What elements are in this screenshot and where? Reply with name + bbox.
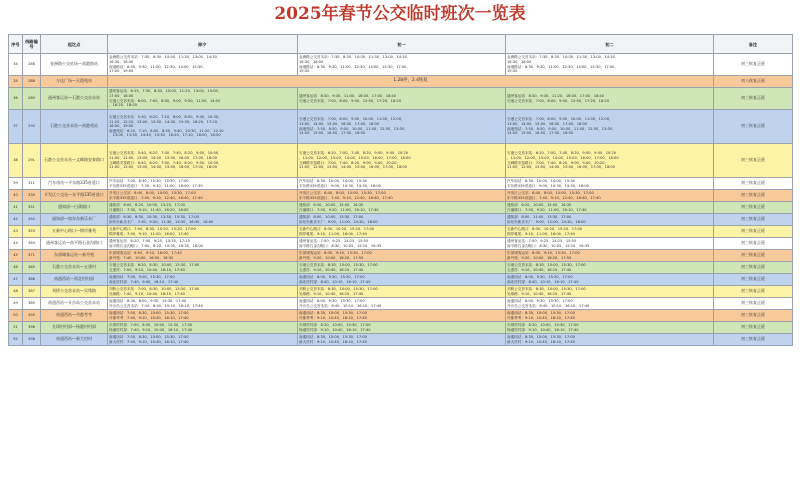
time-line: 平东路335省道口：9:00、10:30、14:30、16:00 xyxy=(299,183,381,188)
time-line: 白蒲镇口：7:30、9:10、11:40、16:20、18:00 xyxy=(109,207,189,212)
schedule-body xyxy=(9,54,793,346)
time-line: 五建村：9:10、10:40、16:10、17:40 xyxy=(299,267,364,272)
time-line: 14:50、15:50、16:50、17:50、18:50 xyxy=(299,131,366,136)
time-line: 通州客运站：8:30、9:30、11:00、16:00、17:00、18:40 xyxy=(299,93,397,98)
time-line: 11:00、12:00、13:00、14:00、15:00、16:00、17:00、18:00 xyxy=(507,165,616,170)
time-line: 新丹苑：7:40、10:00、16:50、18:30 xyxy=(109,255,174,260)
table-row xyxy=(9,250,793,262)
cell-new-years-eve xyxy=(108,262,298,274)
table-row xyxy=(9,226,793,238)
cell-route: 288 xyxy=(23,76,41,88)
time-line: 南港路站：8:30、9:30、11:00、12:30、14:00、15:30、17:00、 xyxy=(507,64,619,69)
cell-endpoints: 通州客运站—南平路石金沟路口 xyxy=(41,238,108,250)
time-line: 南通西站：8:30、10:00、15:30、17:00 xyxy=(507,310,575,315)
cell-endpoints: 石港公交首末站—南港苑站 xyxy=(41,110,108,144)
time-line: 16:30、18:00 xyxy=(507,59,532,64)
cell-endpoints: 南通西站—开沙岛公交首末站 xyxy=(41,298,108,310)
cell-new-years-eve xyxy=(108,274,298,286)
header-new-years-eve: 除夕 xyxy=(108,35,298,54)
time-line: 南北村村部：8:40、10:10、16:10、17:40 xyxy=(507,279,579,284)
time-line: 通州客运站：6:15、7:30、8:30、10:00、11:20、13:00、15:00、 xyxy=(109,89,222,94)
time-line: 五新中心路口：8:30、10:20、15:20、17:00 xyxy=(507,226,583,231)
time-line: 东部城客运站：8:30、9:10、15:30、17:00 xyxy=(299,250,372,255)
time-line: 南港苑站：7:50、8:50、9:50、10:50、11:50、12:50、13:50、 xyxy=(507,126,616,131)
time-line: 通知部：6:00、8:20、10:00、15:20、17:00 xyxy=(109,202,185,207)
time-line: 如东东新乐木厂：9:00、11:00、14:30、18:00 xyxy=(299,219,378,224)
cell-seq: 42 xyxy=(9,214,23,226)
time-line: 南港苑站：6:20、7:10、8:00、8:50、9:40、10:30、11:20、12:10 xyxy=(109,128,224,133)
cell-note: 初三恢复正班 xyxy=(714,298,793,310)
time-line: 吴缘路：9:10、10:40、16:10、17:40 xyxy=(299,291,364,296)
cell-seq: 34 xyxy=(9,54,23,76)
cell-note: 初三恢复正班 xyxy=(714,54,793,76)
cell-day-one xyxy=(298,322,506,334)
cell-route: 353 xyxy=(23,226,41,238)
time-line: 东平路335省道口：7:40、9:10、12:40、16:40、17:40 xyxy=(299,195,393,200)
cell-day-two xyxy=(506,190,714,202)
cell-new-years-eve xyxy=(108,144,298,178)
time-line: 文峰路安泰路口：7:00、7:40、8:20、9:00、9:40、10:20、 xyxy=(299,160,401,165)
header-route: 线路编号 xyxy=(23,35,41,54)
time-line: 南平路石金沟路口：7:00、8:20、10:05、16:35、18:00 xyxy=(109,243,203,248)
cell-new-years-eve xyxy=(108,238,298,250)
schedule-table xyxy=(8,34,793,346)
cell-endpoints: 通知部—白蒲镇口 xyxy=(41,202,108,214)
time-line: 锦岸雅苑：7:40、9:10、11:00、16:00、17:40 xyxy=(109,231,189,236)
time-line: 石港公交首末站：8:30、10:00、15:30、17:00 xyxy=(507,262,586,267)
time-line: 丹都考考：9:10、10:40、16:10、17:40 xyxy=(507,315,575,320)
time-line: 开发区公交站：6:40、8:00、10:00、15:30、17:00 xyxy=(109,190,196,195)
cell-day-two xyxy=(506,286,714,298)
cell-route: 363 xyxy=(23,238,41,250)
cell-route: 371 xyxy=(23,250,41,262)
time-line: 19:30 xyxy=(507,69,518,74)
cell-new-years-eve xyxy=(108,298,298,310)
time-line: 11:20、12:10、13:00、13:50、14:40、15:30、16:20、17:10、 xyxy=(109,119,221,124)
time-line: 南通西站：8:30、10:00、15:30、17:00 xyxy=(507,334,575,339)
table-row xyxy=(9,88,793,110)
cell-route: 396 xyxy=(23,322,41,334)
time-line: 南北村村部：8:40、10:10、16:10、17:40 xyxy=(299,279,371,284)
cell-endpoints: 刘桥公交首末站—吴缘路 xyxy=(41,286,108,298)
table-row xyxy=(9,76,793,88)
table-row xyxy=(9,190,793,202)
cell-route: 387 xyxy=(23,286,41,298)
cell-seq: 41 xyxy=(9,202,23,214)
table-row xyxy=(9,286,793,298)
time-line: 五新中心路口：7:00、8:30、10:20、15:20、17:00 xyxy=(109,226,196,231)
table-row xyxy=(9,238,793,250)
time-line: 通州客运站：7:50、9:25、14:25、15:55 xyxy=(299,238,369,243)
time-line: 南通西站：7:00、9:00、15:30、17:00 xyxy=(109,274,175,279)
table-row xyxy=(9,262,793,274)
cell-new-years-eve xyxy=(108,202,298,214)
table-row xyxy=(9,202,793,214)
time-line: 东平路335省道口：7:40、9:10、12:40、16:40、17:40 xyxy=(109,195,203,200)
cell-endpoints: 万达广场—天璟苑站 xyxy=(41,76,108,88)
header-seq: 序号 xyxy=(9,35,23,54)
cell-route: 291 xyxy=(23,144,41,178)
time-line: 南通西站：8:00、9:30、15:30、17:00 xyxy=(299,298,365,303)
cell-day-one xyxy=(298,54,506,76)
time-line: 金洲路公交首末站：7:30、8:30、10:00、11:30、13:00、14:30、 xyxy=(299,55,411,60)
cell-day-one xyxy=(298,202,506,214)
time-line: 白蒲镇口：7:00、9:20、11:00、16:10、17:40 xyxy=(299,207,379,212)
cell-endpoints: 开发区公交站—东平路335省道口 xyxy=(41,190,108,202)
cell-seq: 44 xyxy=(9,238,23,250)
time-line: 通知部：6:30、8:30、10:30、13:30、15:30、17:00 xyxy=(109,214,199,219)
cell-note: 初三恢复正班 xyxy=(714,238,793,250)
time-line: 通州客运站：8:30、9:30、11:20、16:00、17:00、18:40 xyxy=(507,93,605,98)
time-line: 开发区公交站：6:40、8:00、10:00、15:30、17:00 xyxy=(507,190,594,195)
time-line: 丹都考考：7:40、9:10、10:40、16:10、17:40 xyxy=(109,315,189,320)
cell-endpoints: 南通西站—丹都考考 xyxy=(41,310,108,322)
cell-note: 初三恢复正班 xyxy=(714,310,793,322)
cell-route: 351 xyxy=(23,202,41,214)
time-line: 开沙岛公交首末站：7:10、8:40、10:10、16:10、17:40 xyxy=(109,303,203,308)
time-line: 通知部：8:30、10:00、15:00、16:30 xyxy=(299,202,364,207)
time-line: 吴缘路：9:10、10:40、16:10、17:40 xyxy=(507,291,572,296)
time-line: 石港公交首末站：7:00、8:00、9:00、10:00、11:00、12:00、 xyxy=(507,117,613,122)
time-line: 、13:00、13:50、14:40、15:30、16:20、17:10、18:00、18:50 xyxy=(109,133,221,138)
cell-note: 初三恢复正班 xyxy=(714,202,793,214)
time-line: 石港公交首末站：7:00、8:00、9:50、12:50、17:20、18:20 xyxy=(299,98,401,103)
page-title: 2025年春节公交临时班次一览表 xyxy=(274,4,526,24)
cell-note: 初三恢复正班 xyxy=(714,286,793,298)
time-line: 南通西站：7:00、8:30、10:00、15:30、17:00 xyxy=(109,310,189,315)
cell-seq: 47 xyxy=(9,274,23,286)
time-line: 吴缘路：7:40、9:10、10:40、16:10、17:40 xyxy=(109,291,185,296)
cell-seq: 52 xyxy=(9,334,23,346)
time-line: 19:30 xyxy=(299,69,310,74)
time-line: 17:00、19:00 xyxy=(109,69,134,74)
time-line: 通知部：8:00、10:00、13:30、17:00 xyxy=(299,214,364,219)
time-line: 刘桥公交首末站：8:30、10:00、15:30、17:00 xyxy=(299,286,378,291)
cell-day-two xyxy=(506,274,714,286)
cell-endpoints: 金洲路公交站场—南港路站 xyxy=(41,54,108,76)
cell-day-two xyxy=(506,202,714,214)
cell-note: 初八恢复正班 xyxy=(714,76,793,88)
cell-new-years-eve xyxy=(108,214,298,226)
cell-new-years-eve xyxy=(108,226,298,238)
time-line: 开沙岛公交首末站：8:40、10:10、16:10、17:40 xyxy=(299,303,382,308)
cell-note: 初三恢复正班 xyxy=(714,214,793,226)
cell-day-two xyxy=(506,110,714,144)
time-line: 石港公交首末站：6:20、8:30、10:00、15:30、17:00 xyxy=(109,262,200,267)
table-row xyxy=(9,298,793,310)
time-line: 16:30、18:00 xyxy=(109,59,134,64)
cell-seq: 38 xyxy=(9,144,23,178)
time-line: 18:00、19:00 xyxy=(109,124,134,129)
time-line: 通知部：6:20、10:00、15:00、16:30 xyxy=(507,202,572,207)
time-line: 南港路站：8:30、9:30、11:00、12:30、14:00、15:30、17:00、 xyxy=(299,64,411,69)
cell-endpoints: 石港公交首末站—文峰路安泰路口 xyxy=(41,144,108,178)
time-line: 、11:00、12:00、13:00、14:00、15:00、16:00、17:00、18:00 xyxy=(299,155,411,160)
header-endpoints: 起讫点 xyxy=(41,35,108,54)
time-line: 通州客运站：6:20、7:40、9:25、15:55、17:15 xyxy=(109,238,190,243)
time-line: 东部城客运站：6:50、9:10、16:00、17:40 xyxy=(109,250,182,255)
cell-new-years-eve xyxy=(108,190,298,202)
time-line: 16:30、18:00 xyxy=(299,59,324,64)
cell-day-two xyxy=(506,298,714,310)
cell-seq: 36 xyxy=(9,88,23,110)
time-line: 金洲路公交首末站：7:30、8:30、10:00、11:30、13:00、14:30、 xyxy=(109,55,221,60)
cell-new-years-eve xyxy=(108,110,298,144)
cell-note: 初三恢复正班 xyxy=(714,88,793,110)
cell-day-two xyxy=(506,88,714,110)
time-line: 如东东新乐木厂：7:30、9:30、11:30、14:30、16:30、18:00 xyxy=(109,219,214,224)
cell-new-years-eve xyxy=(108,322,298,334)
time-line: 11:00、12:00、13:00、14:00、15:00、16:00、17:00、18:00 xyxy=(109,165,218,170)
time-line: 东平路335省道口：7:40、9:10、12:40、16:40、17:40 xyxy=(507,195,601,200)
header-day-one: 初一 xyxy=(298,35,506,54)
time-line: 长琪村村部：7:00、8:30、10:00、15:30、17:00 xyxy=(109,322,193,327)
time-line: 14:50、15:50、16:50、17:50、18:50 xyxy=(507,131,574,136)
cell-day-one xyxy=(298,286,506,298)
time-line: 新丹苑：9:20、10:00、16:20、17:50 xyxy=(507,255,572,260)
time-line: 平东路335省道口：9:00、10:30、14:30、16:00 xyxy=(507,183,589,188)
time-line: 杨港村村部：7:40、9:10、10:40、16:10、17:40 xyxy=(109,327,193,332)
cell-new-years-eve xyxy=(108,250,298,262)
time-line: 11:00、12:00、13:00、14:00、15:00、16:00、17:00、18:00 xyxy=(109,155,218,160)
cell-endpoints: 五新中心路口—锦岸雅苑 xyxy=(41,226,108,238)
time-line: 南港路站：8:30、9:30、11:00、12:30、14:00、15:30、 xyxy=(109,64,207,69)
cell-seq: 48 xyxy=(9,286,23,298)
cell-route: 385 xyxy=(23,262,41,274)
cell-note: 初三恢复正班 xyxy=(714,178,793,190)
table-row xyxy=(9,310,793,322)
time-line: 新丹苑：9:20、10:00、16:20、17:50 xyxy=(299,255,364,260)
cell-new-years-eve xyxy=(108,88,298,110)
cell-day-one xyxy=(298,226,506,238)
time-line: 石港公交首末站：6:20、7:00、7:40、8:20、9:00、9:40、10:20 xyxy=(507,151,617,156)
cell-day-one xyxy=(298,334,506,346)
time-line: 开发区公交站：6:40、8:00、10:00、15:30、17:00 xyxy=(299,190,386,195)
cell-note: 初三恢复正班 xyxy=(714,110,793,144)
cell-route: 389 xyxy=(23,298,41,310)
cell-day-two xyxy=(506,178,714,190)
cell-endpoints: 石港公交首末站—五建村 xyxy=(41,262,108,274)
time-line: 南通西站：7:00、8:30、10:00、15:30、17:00 xyxy=(109,334,189,339)
time-line: 五建村：7:00、9:10、10:40、16:10、17:40 xyxy=(109,267,185,272)
cell-seq: 39 xyxy=(9,178,23,190)
time-line: 如东东新乐木厂：9:00、12:00、14:30、18:00 xyxy=(507,219,586,224)
cell-day-two xyxy=(506,144,714,178)
cell-day-one xyxy=(298,310,506,322)
header-row xyxy=(9,35,793,54)
cell-day-two xyxy=(506,250,714,262)
cell-new-years-eve xyxy=(108,178,298,190)
time-line: 金洲路公交首末站：7:30、8:30、10:00、11:30、13:00、14:30、 xyxy=(507,55,619,60)
cell-seq: 51 xyxy=(9,322,23,334)
time-line: 石港公交首末站：7:00、8:00、9:00、10:00、11:00、12:00、 xyxy=(299,117,405,122)
time-line: 新大村村：7:40、9:10、10:40、16:10、17:40 xyxy=(109,339,189,344)
cell-seq: 37 xyxy=(9,110,23,144)
cell-note: 初三恢复正班 xyxy=(714,334,793,346)
cell-seq: 43 xyxy=(9,226,23,238)
time-line: 、16:20、18:00 xyxy=(109,103,137,108)
cell-endpoints: 南通西站—新大村村 xyxy=(41,334,108,346)
time-line: 汽车南站：8:30、10:00、14:00、15:30 xyxy=(507,178,575,183)
time-line: 东部城客运站：8:30、9:10、15:30、17:00 xyxy=(507,250,580,255)
time-line: 13:00、14:00、15:00、16:00、17:00、18:00 xyxy=(507,121,588,126)
time-line: 南平路石金沟路口：8:30、10:05、15:10、16:35 xyxy=(299,243,382,248)
time-line: 通州客运站：7:50、9:25、14:25、15:55 xyxy=(507,238,577,243)
time-line: 通知部：8:00、11:00、13:30、17:00 xyxy=(507,214,572,219)
cell-new-years-eve xyxy=(108,54,298,76)
time-line: 刘桥公交首末站：8:30、10:00、15:30、17:00 xyxy=(507,286,586,291)
cell-suspension: 1.28停，2.4恢复 xyxy=(108,76,714,88)
cell-route: 395 xyxy=(23,310,41,322)
cell-day-one xyxy=(298,144,506,178)
cell-day-two xyxy=(506,262,714,274)
cell-day-two xyxy=(506,310,714,322)
cell-note: 初三恢复正班 xyxy=(714,144,793,178)
cell-day-one xyxy=(298,88,506,110)
time-line: 南通西站：8:00、9:30、15:30、17:00 xyxy=(507,298,573,303)
time-line: 丹都考考：9:10、10:40、16:10、17:40 xyxy=(299,315,367,320)
time-line: 南通西站：8:00、9:30、15:30、17:00 xyxy=(507,274,573,279)
time-line: 汽车南站：8:30、10:00、14:00、15:30 xyxy=(299,178,367,183)
cell-seq: 35 xyxy=(9,76,23,88)
time-line: 、11:00、12:00、13:00、14:00、15:00、16:00、17:00、18:00 xyxy=(507,155,619,160)
time-line: 长琪村村部：8:30、10:00、15:30、17:00 xyxy=(299,322,371,327)
time-line: 杨港村村部：9:10、10:40、16:10、17:40 xyxy=(299,327,371,332)
time-line: 长琪村村部：8:30、10:00、15:30、17:00 xyxy=(507,322,579,327)
cell-new-years-eve xyxy=(108,310,298,322)
cell-seq: 46 xyxy=(9,262,23,274)
cell-day-one xyxy=(298,178,506,190)
cell-route: 286 xyxy=(23,54,41,76)
time-line: 17:00、18:00 xyxy=(109,93,134,98)
time-line: 文峰路安泰路口：6:40、6:20、7:00、7:40、8:20、9:00、10:00、 xyxy=(109,160,222,165)
cell-route: 289 xyxy=(23,88,41,110)
cell-day-one xyxy=(298,110,506,144)
time-line: 南通西站：8:30、10:00、15:30、17:00 xyxy=(299,334,367,339)
header-day-two: 初二 xyxy=(506,35,714,54)
cell-route: 352 xyxy=(23,214,41,226)
cell-note: 初三恢复正班 xyxy=(714,262,793,274)
time-line: 五建村：9:10、10:40、16:10、17:40 xyxy=(507,267,572,272)
cell-day-one xyxy=(298,298,506,310)
time-line: 锦岸雅苑：9:10、11:00、16:00、17:40 xyxy=(507,231,575,236)
time-line: 平东路335省道口：7:30、9:30、11:00、16:00、17:30 xyxy=(109,183,203,188)
cell-route: 386 xyxy=(23,274,41,286)
time-line: 杨港村村部：9:10、10:40、16:10、17:40 xyxy=(507,327,579,332)
cell-day-two xyxy=(506,238,714,250)
cell-endpoints: 通知部—如东东新乐木厂 xyxy=(41,214,108,226)
time-line: 南平路石金沟路口：8:30、10:05、15:10、16:35 xyxy=(507,243,590,248)
cell-seq: 50 xyxy=(9,310,23,322)
cell-endpoints: 南通西站—南北村村部 xyxy=(41,274,108,286)
cell-day-one xyxy=(298,190,506,202)
table-row xyxy=(9,214,793,226)
time-line: 南北村村部：7:40、9:40、16:10、17:40 xyxy=(109,279,179,284)
time-line: 石港公交首末站：6:20、7:00、7:40、8:20、9:00、9:40、10:20 xyxy=(299,151,409,156)
table-row xyxy=(9,322,793,334)
cell-day-one xyxy=(298,262,506,274)
time-line: 13:00、14:00、15:00、16:00、17:00、18:00 xyxy=(299,121,380,126)
time-line: 南通西站：6:30、8:00、9:30、15:30、17:00 xyxy=(109,298,187,303)
cell-route: 398 xyxy=(23,334,41,346)
time-line: 南通西站：8:00、9:30、15:30、17:00 xyxy=(299,274,365,279)
time-line: 新大村村：9:10、10:40、16:10、17:40 xyxy=(507,339,575,344)
cell-day-one xyxy=(298,214,506,226)
time-line: 石港公交首末站：5:30、6:20、7:10、8:00、8:50、9:40、10:30、 xyxy=(109,115,222,120)
cell-seq: 45 xyxy=(9,250,23,262)
time-line: 新大村村：9:10、10:40、16:10、17:40 xyxy=(299,339,367,344)
cell-day-one xyxy=(298,238,506,250)
cell-seq: 40 xyxy=(9,190,23,202)
time-line: 锦岸雅苑：9:10、11:00、16:00、17:40 xyxy=(299,231,367,236)
cell-day-two xyxy=(506,334,714,346)
time-line: 开沙岛公交首末站：8:40、10:10、16:10、17:40 xyxy=(507,303,590,308)
table-row xyxy=(9,334,793,346)
header-note: 备注 xyxy=(714,35,793,54)
time-line: 11:00、12:00、13:00、14:00、15:00、16:00、17:00、18:00 xyxy=(299,165,408,170)
cell-day-two xyxy=(506,214,714,226)
time-line: 石港公交首末站：5:40、6:20、7:00、7:40、8:20、9:00、10:00、 xyxy=(109,151,222,156)
time-line: 石港公交首末站：7:00、8:00、9:50、12:50、17:20、18:20 xyxy=(507,98,609,103)
time-line: 石港公交首末站：8:30、10:00、15:30、17:00 xyxy=(299,262,378,267)
cell-note: 初三恢复正班 xyxy=(714,274,793,286)
cell-seq: 49 xyxy=(9,298,23,310)
time-line: 五新中心路口：8:30、10:20、15:20、17:00 xyxy=(299,226,375,231)
cell-note: 初三恢复正班 xyxy=(714,322,793,334)
time-line: 刘桥公交首末站：7:00、8:30、10:00、15:30、17:00 xyxy=(109,286,200,291)
cell-note: 初三恢复正班 xyxy=(714,250,793,262)
time-line: 白蒲镇口：7:00、9:20、11:00、16:10、17:40 xyxy=(507,207,587,212)
cell-route: 311 xyxy=(23,178,41,190)
time-line: 南通西站：8:30、10:00、15:30、17:00 xyxy=(299,310,367,315)
cell-new-years-eve xyxy=(108,286,298,298)
cell-endpoints: 汽车南站—平东路335省道口 xyxy=(41,178,108,190)
table-row xyxy=(9,144,793,178)
cell-day-one xyxy=(298,274,506,286)
cell-note: 初三恢复正班 xyxy=(714,190,793,202)
table-row xyxy=(9,274,793,286)
table-row xyxy=(9,178,793,190)
table-row xyxy=(9,54,793,76)
time-line: 石港公交首末站：6:00、7:00、8:00、9:00、9:50、11:50、14:50 xyxy=(109,98,221,103)
cell-route: 339 xyxy=(23,190,41,202)
cell-day-two xyxy=(506,226,714,238)
cell-endpoints: 长琪村村部—杨港村村部 xyxy=(41,322,108,334)
time-line: 文峰路安泰路口：7:00、7:40、8:20、9:00、9:40、10:20、 xyxy=(507,160,609,165)
cell-endpoints: 东部城客运站—新丹苑 xyxy=(41,250,108,262)
cell-endpoints: 通州客运站—石港公交首末站 xyxy=(41,88,108,110)
cell-route: 290 xyxy=(23,110,41,144)
cell-day-two xyxy=(506,322,714,334)
time-line: 南港苑站：7:50、8:50、9:50、10:50、11:50、12:50、13:50、 xyxy=(299,126,408,131)
table-row xyxy=(9,110,793,144)
cell-note: 初三恢复正班 xyxy=(714,226,793,238)
time-line: 汽车南站：7:00、8:30、10:30、15:30、17:00 xyxy=(109,178,189,183)
cell-day-one xyxy=(298,250,506,262)
cell-new-years-eve xyxy=(108,334,298,346)
cell-day-two xyxy=(506,54,714,76)
